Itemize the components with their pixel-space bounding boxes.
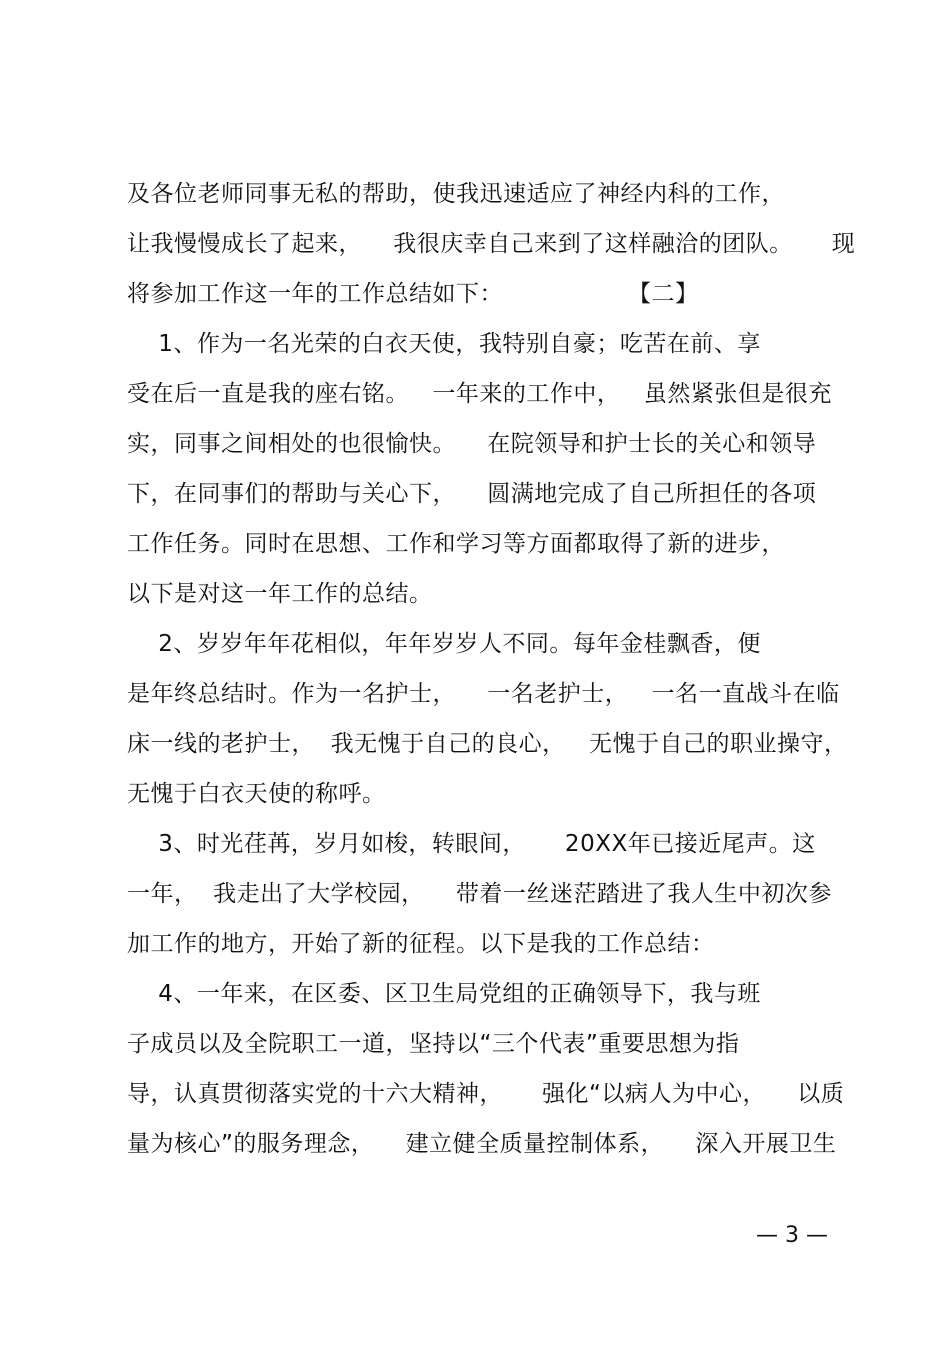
text-line: 及各位老师同事无私的帮助，使我迅速适应了神经内科的工作， — [127, 181, 785, 207]
text-line: 下，在同事们的帮助与关心下， 圆满地完成了自己所担任的各项 — [127, 481, 817, 507]
text-line: 4、一年来，在区委、区卫生局党组的正确领导下，我与班 — [127, 981, 761, 1007]
text-line: 2、岁岁年年花相似，年年岁岁人不同。每年金桂飘香，便 — [127, 631, 761, 657]
text-line: 将参加工作这一年的工作总结如下： 【二】 — [127, 281, 699, 307]
text-line: 是年终总结时。作为一名护士， 一名老护士， 一名一直战斗在临 — [127, 681, 840, 707]
page-number: — 3 — — [756, 1223, 828, 1248]
text-line: 让我慢慢成长了起来， 我很庆幸自己来到了这样融洽的团队。 现 — [127, 231, 856, 257]
text-line: 子成员以及全院职工一道，坚持以“三个代表”重要思想为指 — [127, 1031, 740, 1057]
text-line: 1、作为一名光荣的白衣天使，我特别自豪；吃苦在前、享 — [127, 331, 761, 357]
text-line: 3、时光荏苒，岁月如梭，转眼间， 20XX年已接近尾声。这 — [127, 831, 816, 857]
text-line: 一年， 我走出了大学校园， 带着一丝迷茫踏进了我人生中初次参 — [127, 881, 832, 907]
text-line: 床一线的老护士， 我无愧于自己的良心， 无愧于自己的职业操守， — [127, 731, 848, 757]
text-line: 导，认真贯彻落实党的十六大精神， 强化“以病人为中心， 以质 — [127, 1081, 845, 1107]
text-line: 受在后一直是我的座右铭。 一年来的工作中， 虽然紧张但是很充 — [127, 381, 832, 407]
text-line: 无愧于白衣天使的称呼。 — [127, 781, 386, 807]
text-line: 工作任务。同时在思想、工作和学习等方面都取得了新的进步， — [127, 531, 785, 557]
text-line: 加工作的地方，开始了新的征程。以下是我的工作总结： — [127, 931, 715, 957]
text-line: 量为核心”的服务理念， 建立健全质量控制体系， 深入开展卫生 — [127, 1131, 837, 1157]
text-line: 以下是对这一年工作的总结。 — [127, 581, 433, 607]
text-line: 实，同事之间相处的也很愉快。 在院领导和护士长的关心和领导 — [127, 431, 817, 457]
